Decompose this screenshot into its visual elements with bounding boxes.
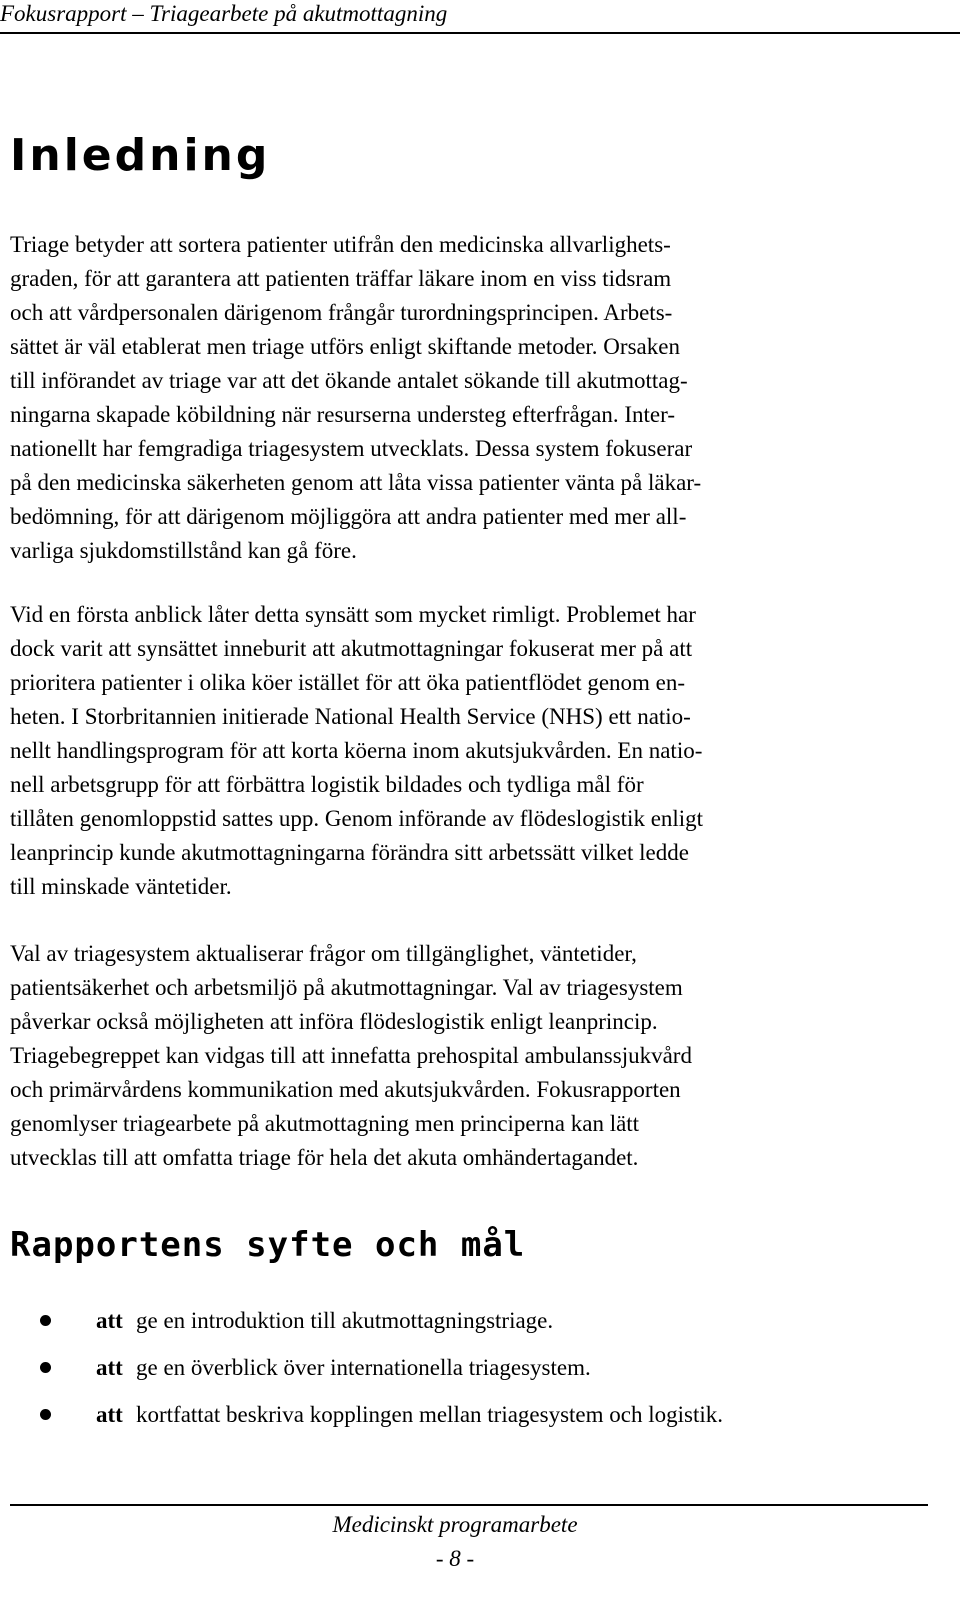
text-line: till minskade väntetider. xyxy=(10,874,232,899)
text-line: nellt handlingsprogram för att korta köerna inom akutsjukvården. En natio- xyxy=(10,738,703,763)
text-line: påverkar också möjligheten att införa flödeslogistik enligt leanprincip. xyxy=(10,1009,658,1034)
footer-title: Medicinskt programarbete xyxy=(332,1512,578,1537)
intro-paragraph-2 xyxy=(10,598,703,904)
intro-paragraph-3 xyxy=(10,937,692,1175)
text-line: leanprincip kunde akutmottagningarna förändra sitt arbetssätt vilket ledde xyxy=(10,840,689,865)
text-line: och att vårdpersonalen därigenom frångår turordningsprincipen. Arbets- xyxy=(10,300,673,325)
footer-divider xyxy=(10,1504,928,1506)
list-item-lead: att xyxy=(96,1308,123,1333)
text-line: till införandet av triage var att det ökande antalet sökande till akutmottag- xyxy=(10,368,688,393)
text-line: graden, för att garantera att patienten träffar läkare inom en viss tidsram xyxy=(10,266,672,291)
text-line: dock varit att synsättet inneburit att akutmottagningar fokuserat mer på att xyxy=(10,636,693,661)
text-line: nell arbetsgrupp för att förbättra logistik bildades och tydliga mål för xyxy=(10,772,644,797)
text-line: tillåten genomloppstid sattes upp. Genom införande av flödeslogistik enligt xyxy=(10,806,704,831)
list-item-text: ge en introduktion till akutmottagningstriage. xyxy=(136,1308,554,1333)
text-line: nationellt har femgradiga triagesystem utvecklats. Dessa system fokuserar xyxy=(10,436,693,461)
running-header-text: Fokusrapport – Triagearbete på akutmottagning xyxy=(0,1,448,26)
text-line: Val av triagesystem aktualiserar frågor om tillgänglighet, väntetider, xyxy=(10,941,637,966)
text-line: Vid en första anblick låter detta synsätt som mycket rimligt. Problemet har xyxy=(10,602,696,627)
bullet-icon xyxy=(40,1315,51,1326)
bullet-icon xyxy=(40,1409,51,1420)
section-heading-purpose: Rapportens syfte och mål xyxy=(10,1225,526,1265)
bullet-icon xyxy=(40,1362,51,1373)
text-line: sättet är väl etablerat men triage utförs enligt skiftande metoder. Orsaken xyxy=(10,334,680,359)
text-line: Triage betyder att sortera patienter utifrån den medicinska allvarlighets- xyxy=(10,232,671,257)
text-line: prioritera patienter i olika köer istället för att öka patientflödet genom en- xyxy=(10,670,686,695)
intro-paragraph-1 xyxy=(10,228,701,568)
list-item-text: ge en överblick över internationella triagesystem. xyxy=(136,1355,591,1380)
running-header xyxy=(0,0,960,34)
text-line: heten. I Storbritannien initierade National Health Service (NHS) ett natio- xyxy=(10,704,691,729)
list-item-lead: att xyxy=(96,1402,123,1427)
text-line: Triagebegreppet kan vidgas till att innefatta prehospital ambulanssjukvård xyxy=(10,1043,692,1068)
list-item-lead: att xyxy=(96,1355,123,1380)
section-heading-intro: Inledning xyxy=(10,130,271,181)
text-line: utvecklas till att omfatta triage för hela det akuta omhändertagandet. xyxy=(10,1145,639,1170)
text-line: patientsäkerhet och arbetsmiljö på akutmottagningar. Val av triagesystem xyxy=(10,975,683,1000)
text-line: på den medicinska säkerheten genom att låta vissa patienter vänta på läkar- xyxy=(10,470,702,495)
text-line: och primärvårdens kommunikation med akutsjukvården. Fokusrapporten xyxy=(10,1077,681,1102)
list-item-text: kortfattat beskriva kopplingen mellan triagesystem och logistik. xyxy=(136,1402,724,1427)
text-line: ningarna skapade köbildning när resurserna understeg efterfrågan. Inter- xyxy=(10,402,675,427)
text-line: bedömning, för att därigenom möjliggöra att andra patienter med mer all- xyxy=(10,504,687,529)
page-number: - 8 - xyxy=(435,1546,475,1571)
text-line: genomlyser triagearbete på akutmottagning men principerna kan lätt xyxy=(10,1111,640,1136)
text-line: varliga sjukdomstillstånd kan gå före. xyxy=(10,538,357,563)
